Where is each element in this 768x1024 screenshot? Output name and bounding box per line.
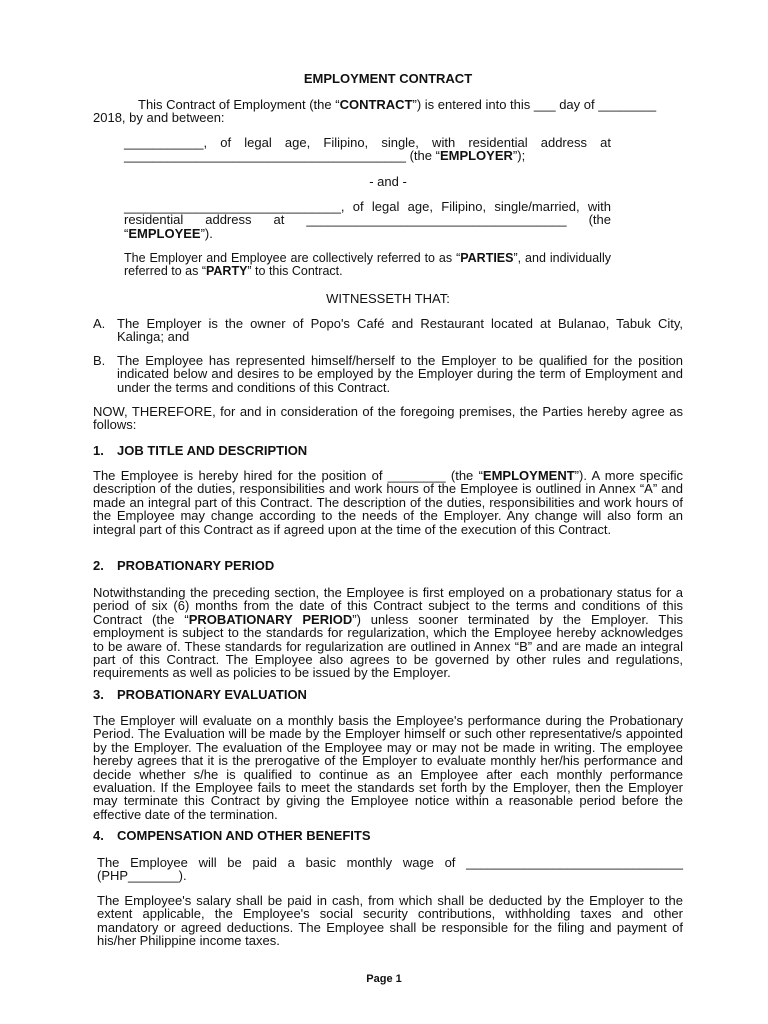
intro-line-2: 2018, by and between: [93, 110, 225, 126]
employer-paragraph [124, 136, 611, 163]
employer-line-2: _______________________________________ (the “EMPLOYER”); [124, 148, 526, 164]
recital-text: The Employee has represented himself/herself to the Employer to be qualified for the position indicated below and desires to be employed by the Employer during the term of Employment and under the terms and conditions of this Contract. [117, 353, 683, 395]
intro-paragraph [93, 98, 683, 125]
recital-text: The Employer is the owner of Popo's Café and Restaurant located at Bulanao, Tabuk City, Kalinga; and [117, 316, 683, 345]
recital-letter: B. [93, 353, 106, 368]
section-2-paragraph: Notwithstanding the preceding section, the Employee is first employed on a probationary status for a period of six (6) months from the date of this Contract subject to the terms and conditions of this Contract (the “PROBATIONARY PERIOD”) unless sooner terminated by the Employer. This employment is subject to the standards for regularization, which the Employee hereby acknowledges to be aware of. These standards for regularization are outlined in Annex “B” and are made an integral part of this Contract. The Employee also agrees to be governed by other rules and regulations, requirements as well as policies to be issued by the Employer. [93, 585, 683, 681]
section-4-paragraph-2: The Employee's salary shall be paid in cash, from which shall be deducted by the Employer to the extent applicable, the Employee's social security contributions, withholding taxes and other mandatory or agreed deductions. The Employee shall be responsible for the filing and payment of his/her Philippine income taxes. [97, 893, 683, 949]
document-title: EMPLOYMENT CONTRACT [303, 71, 473, 86]
recital-letter: A. [93, 316, 106, 331]
recital-b [93, 354, 683, 396]
section-4-paragraph-1: The Employee will be paid a basic monthly wage of ______________________________ (PHP_______). [97, 855, 683, 884]
section-4-heading: 4. COMPENSATION AND OTHER BENEFITS [93, 828, 371, 843]
employee-line-3: “EMPLOYEE”). [124, 225, 213, 241]
employee-line-2: residential address at ____________________________________ (the [124, 212, 611, 228]
witnesseth-heading: WITNESSETH THAT: [326, 291, 450, 306]
parties-paragraph: The Employer and Employee are collectively referred to as “PARTIES”, and individually referred to as “PARTY” to this Contract. [124, 251, 611, 279]
employee-line-1: ______________________________, of legal age, Filipino, single/married, with [124, 199, 611, 214]
section-2-heading: 2. PROBATIONARY PERIOD [93, 558, 275, 573]
intro-line-1: This Contract of Employment (the “CONTRACT”) is entered into this ___ day of ________ [138, 97, 657, 112]
page-number: Page 1 [366, 973, 402, 985]
employer-line-1: ___________, of legal age, Filipino, single, with residential address at [124, 135, 611, 150]
and-separator: - and - [369, 174, 407, 189]
employee-paragraph [124, 200, 611, 240]
section-1-heading: 1. JOB TITLE AND DESCRIPTION [93, 443, 308, 458]
recital-a [93, 317, 683, 347]
section-1-paragraph: The Employee is hereby hired for the position of ________ (the “EMPLOYMENT”). A more specific description of the duties, responsibilities and work hours of the Employee is outlined in Annex “A” and made an integral part of this Contract. The description of the duties, responsibilities and work hours of the Employee may change according to the needs of the Employer. Any change will also form an integral part of this Contract as if agreed upon at the time of the execution of this Contract. [93, 468, 684, 537]
now-therefore-paragraph: NOW, THEREFORE, for and in consideration of the foregoing premises, the Parties hereby agree as follows: [93, 404, 683, 433]
section-3-heading: 3. PROBATIONARY EVALUATION [93, 687, 307, 702]
section-3-paragraph: The Employer will evaluate on a monthly basis the Employee's performance during the Probationary Period. The Evaluation will be made by the Employer himself or such other representative/s appointed by the Employer. The evaluation of the Employee may or may not be made in writing. The employee hereby agrees that it is the prerogative of the Employer to evaluate monthly her/his performance and decide whether s/he is qualified to continue as an Employee after each monthly performance evaluation. If the Employee fails to meet the standards set forth by the Employer, then the Employer may terminate this Contract by giving the Employee notice within a reasonable period before the effective date of the termination. [93, 713, 683, 822]
